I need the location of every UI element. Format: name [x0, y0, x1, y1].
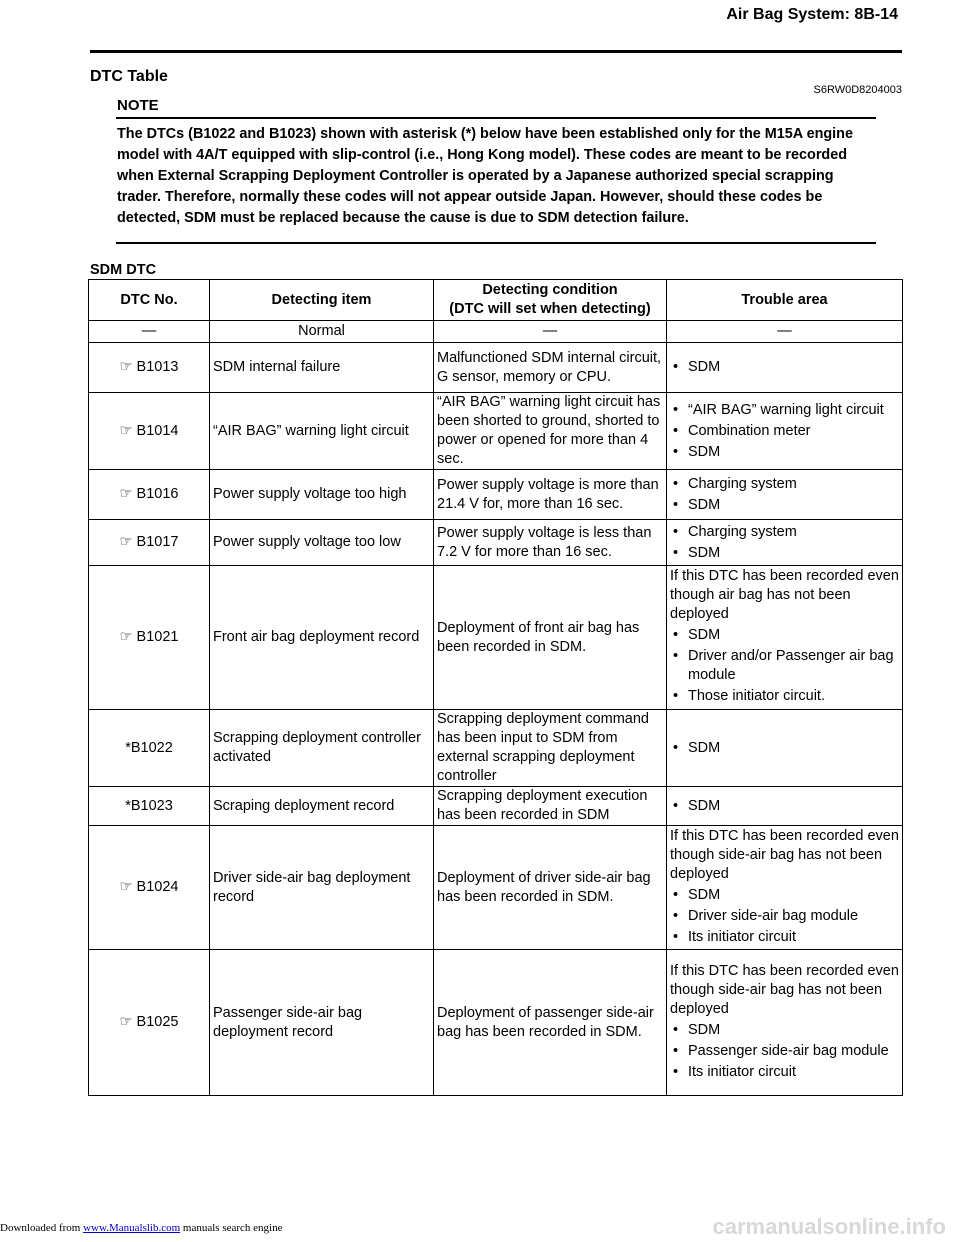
table-row [89, 950, 903, 1096]
table-row [89, 393, 903, 470]
table-row [89, 321, 903, 343]
trouble-area-list [670, 523, 899, 563]
cell-dtc-no: ☞ B1024 [89, 826, 210, 950]
cell-trouble-area [667, 710, 903, 787]
cell-detecting-item: Driver side-air bag deployment record [210, 826, 434, 950]
trouble-area-list [670, 739, 899, 758]
trouble-area-note: If this DTC has been recorded even though side-air bag has not been deployed [670, 827, 899, 882]
cell-trouble-area [667, 343, 903, 393]
cell-dtc-no: *B1022 [89, 710, 210, 787]
table-row [89, 787, 903, 826]
cell-detecting-condition: Scrapping deployment execution has been recorded in SDM [434, 787, 667, 826]
col-header-detecting-item: Detecting item [210, 280, 434, 321]
cell-detecting-condition: Power supply voltage is more than 21.4 V for, more than 16 sec. [434, 470, 667, 520]
cell-detecting-item: Power supply voltage too low [210, 520, 434, 566]
cell-detecting-condition: Deployment of front air bag has been recorded in SDM. [434, 566, 667, 710]
col-header-trouble-area: Trouble area [667, 280, 903, 321]
cell-dtc-no: ☞ B1016 [89, 470, 210, 520]
col-header-dtc-no: DTC No. [89, 280, 210, 321]
cell-trouble-area [667, 470, 903, 520]
dtc-table [88, 279, 903, 1096]
cell-detecting-condition: Scrapping deployment command has been input to SDM from external scrapping deployment controller [434, 710, 667, 787]
note-label: NOTE [117, 97, 159, 114]
cell-detecting-condition: Malfunctioned SDM internal circuit, G sensor, memory or CPU. [434, 343, 667, 393]
cell-trouble-area [667, 566, 903, 710]
trouble-area-item: • Passenger side-air bag module [670, 1042, 899, 1061]
trouble-area-item: • SDM [670, 496, 899, 515]
cell-detecting-item: Power supply voltage too high [210, 470, 434, 520]
trouble-area-item: • Those initiator circuit. [670, 687, 899, 706]
cell-detecting-item: “AIR BAG” warning light circuit [210, 393, 434, 470]
cell-dtc-no: *B1023 [89, 787, 210, 826]
trouble-area-list [670, 886, 899, 947]
note-rule-top [116, 117, 876, 119]
cell-dtc-no: ☞ B1025 [89, 950, 210, 1096]
table-row [89, 343, 903, 393]
cell-detecting-item: Front air bag deployment record [210, 566, 434, 710]
note-text: The DTCs (B1022 and B1023) shown with asterisk (*) below have been established only for the M15A engine model with 4A/T equipped with slip-control (i.e., Hong Kong model). These codes are meant to be recorded when External Scrapping Deployment Controller is operated by a Japanese authorized special scrapping trader. Therefore, normally these codes will not appear outside Japan. However, should these codes be detected, SDM must be replaced because the cause is due to SDM detection failure. [117, 126, 853, 226]
trouble-area-item: • SDM [670, 886, 899, 905]
trouble-area-item: • Its initiator circuit [670, 928, 899, 947]
watermark: carmanualsonline.info [712, 1214, 946, 1239]
cell-detecting-item: Scrapping deployment controller activated [210, 710, 434, 787]
page-header-title: Air Bag System: 8B-14 [726, 6, 898, 23]
trouble-area-item: • SDM [670, 626, 899, 645]
cell-dtc-no: ☞ B1013 [89, 343, 210, 393]
footer-link[interactable]: www.Manualslib.com [83, 1222, 181, 1234]
cell-dtc-no: ☞ B1021 [89, 566, 210, 710]
footer [0, 1222, 282, 1234]
cell-detecting-condition: Power supply voltage is less than 7.2 V for more than 16 sec. [434, 520, 667, 566]
cell-trouble-area [667, 787, 903, 826]
trouble-area-item: • SDM [670, 797, 899, 816]
subsection-title: SDM DTC [90, 262, 157, 278]
footer-prefix: Downloaded from [0, 1222, 84, 1234]
note-rule-bottom [116, 242, 876, 244]
cell-dtc-no: — [89, 321, 210, 343]
cell-dtc-no: ☞ B1017 [89, 520, 210, 566]
footer-suffix: manuals search engine [180, 1222, 283, 1234]
trouble-area-item: • Combination meter [670, 422, 899, 441]
cell-trouble-area [667, 393, 903, 470]
cell-trouble-area [667, 826, 903, 950]
trouble-area-item: • SDM [670, 739, 899, 758]
trouble-area-item: • SDM [670, 544, 899, 563]
trouble-area-list [670, 475, 899, 515]
section-code: S6RW0D8204003 [813, 84, 902, 96]
trouble-area-list [670, 358, 899, 377]
trouble-area-list [670, 626, 899, 706]
trouble-area-item: • Charging system [670, 475, 899, 494]
trouble-area-list [670, 1021, 899, 1082]
trouble-area-item: • Charging system [670, 523, 899, 542]
trouble-area-list [670, 401, 899, 462]
cell-detecting-condition: — [434, 321, 667, 343]
cell-detecting-item: Scraping deployment record [210, 787, 434, 826]
table-row [89, 566, 903, 710]
trouble-area-item: • SDM [670, 443, 899, 462]
cell-detecting-item: Passenger side-air bag deployment record [210, 950, 434, 1096]
cell-trouble-area [667, 520, 903, 566]
trouble-area-item: • SDM [670, 1021, 899, 1040]
table-row [89, 470, 903, 520]
table-row [89, 826, 903, 950]
table-row [89, 520, 903, 566]
table-header-row [89, 280, 903, 321]
col-header-detecting-condition: Detecting condition (DTC will set when detecting) [434, 280, 667, 321]
cell-detecting-condition: Deployment of driver side-air bag has been recorded in SDM. [434, 826, 667, 950]
trouble-area-item: • SDM [670, 358, 899, 377]
trouble-area-item: • Driver and/or Passenger air bag module [670, 647, 899, 685]
trouble-area-list [670, 797, 899, 816]
trouble-area-note: If this DTC has been recorded even though air bag has not been deployed [670, 568, 899, 622]
cell-dtc-no: ☞ B1014 [89, 393, 210, 470]
trouble-area-item: • “AIR BAG” warning light circuit [670, 401, 899, 420]
cell-detecting-condition: Deployment of passenger side-air bag has been recorded in SDM. [434, 950, 667, 1096]
cell-detecting-condition: “AIR BAG” warning light circuit has been shorted to ground, shorted to power or opened for more than 4 sec. [434, 393, 667, 470]
cell-trouble-area: — [667, 321, 903, 343]
cell-detecting-item: SDM internal failure [210, 343, 434, 393]
cell-detecting-item: Normal [210, 321, 434, 343]
trouble-area-item: • Its initiator circuit [670, 1063, 899, 1082]
cell-trouble-area [667, 950, 903, 1096]
table-row [89, 710, 903, 787]
trouble-area-note: If this DTC has been recorded even though side-air bag has not been deployed [670, 962, 899, 1017]
header-rule [90, 50, 902, 53]
trouble-area-item: • Driver side-air bag module [670, 907, 899, 926]
section-title: DTC Table [90, 68, 168, 85]
